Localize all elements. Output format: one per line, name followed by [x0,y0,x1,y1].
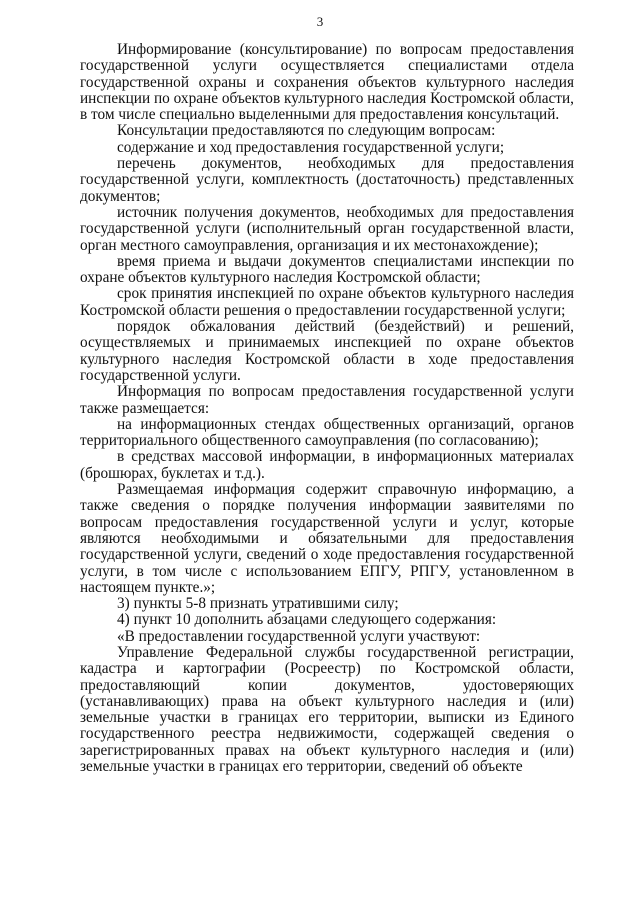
paragraph-topic-content: содержание и ход предоставления государственной услуги; [117,138,505,156]
paragraph-consultation-topics: Консультации предоставляются по следующим вопросам: [117,122,496,140]
paragraph-topic-appeal: порядок обжалования действий (бездействий) и решений, осуществляемых и принимаемых инспекцией по охране объектов культурного наследия Костромской области в ходе предоставления государственной услуги. [80,318,574,384]
paragraph-placed-info: Размещаемая информация содержит справочную информацию, а также сведения о порядке получения информации заявителями по вопросам предоставления государственной услуги и услуг, которые являются необходимыми и обязательными для предоставления государственной услуги, сведений о ходе предоставления государственной услуги, в том числе с использованием ЕПГУ, РПГУ, установленном в настоящем пункте.»; [80,481,574,596]
paragraph-info-placement: Информация по вопросам предоставления государственной услуги также размещается: [80,383,574,417]
paragraph-participants: «В предоставлении государственной услуги участвуют: [117,627,481,645]
paragraph-topic-document-list: перечень документов, необходимых для предоставления государственной услуги, комплектность (достаточность) представленных документов; [80,155,574,205]
paragraph-amendment-4: 4) пункт 10 дополнить абзацами следующего содержания: [117,611,497,629]
paragraph-topic-decision-term: срок принятия инспекцией по охране объектов культурного наследия Костромской области решения о предоставлении государственной услуги; [80,285,574,319]
document-body [80,42,574,775]
paragraph-topic-document-source: источник получения документов, необходимых для предоставления государственной услуги (исполнительный орган государственной власти, орган местного самоуправления, организация и их местонахождение); [80,203,574,254]
paragraph-informing: Информирование (консультирование) по вопросам предоставления государственной услуги осуществляется специалистами отдела государственной охраны и сохранения объектов культурного наследия инспекции по охране объектов культурного наследия Костромской области, в том числе специально выделенными для предоставления консультаций. [80,41,574,124]
paragraph-amendment-3: 3) пункты 5-8 признать утратившими силу; [117,595,399,613]
paragraph-rosreestr: Управление Федеральной службы государственной регистрации, кадастра и картографии (Росреестр) по Костромской области, предоставляющий копии документов, удостоверяющих (устанавливающих) права на объект культурного наследия и (или) земельные участки в границах его территории, выписки из Единого государственного реестра недвижимости, содержащей сведения о зарегистрированных правах на объект культурного наследия и (или) земельные участки в границах его территории, сведений об объекте [80,643,574,776]
paragraph-topic-reception-time: время приема и выдачи документов специалистами инспекции по охране объектов культурного наследия Костромской области; [80,252,574,287]
paragraph-info-media: в средствах массовой информации, в информационных материалах (брошюрах, буклетах и т.д.). [80,448,574,482]
paragraph-info-stands: на информационных стендах общественных организаций, органов территориального общественного самоуправления (по согласованию); [80,415,574,450]
page-number: 3 [316,14,324,29]
